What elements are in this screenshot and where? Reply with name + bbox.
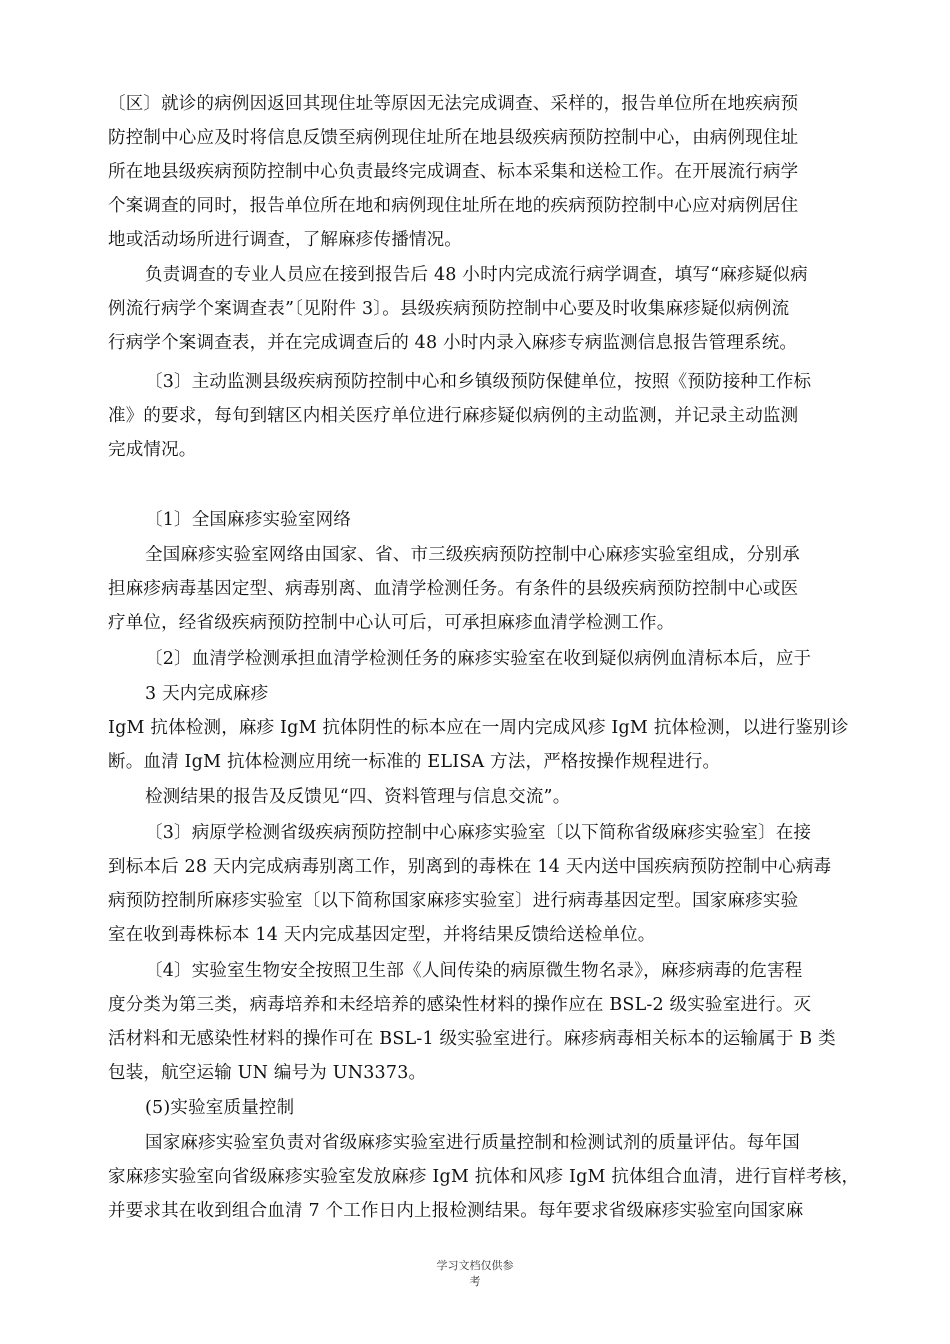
body-line: 检测结果的报告及反馈见“四、资料管理与信息交流”。 bbox=[145, 787, 571, 807]
body-line: 准》的要求，每旬到辖区内相关医疗单位进行麻疹疑似病例的主动监测，并记录主动监测 bbox=[108, 406, 799, 426]
body-line: 度分类为第三类，病毒培养和未经培养的感染性材料的操作应在 BSL-2 级实验室进行。灭 bbox=[108, 995, 812, 1015]
body-line: 例流行病学个案调查表”〔见附件 3〕。县级疾病预防控制中心要及时收集麻疹疑似病例流 bbox=[108, 299, 790, 319]
body-line: 所在地县级疾病预防控制中心负责最终完成调查、标本采集和送检工作。在开展流行病学 bbox=[108, 162, 799, 182]
body-line: 防控制中心应及时将信息反馈至病例现住址所在地县级疾病预防控制中心，由病例现住址 bbox=[108, 128, 799, 148]
body-line: 疗单位，经省级疾病预防控制中心认可后，可承担麻疹血清学检测工作。 bbox=[108, 613, 675, 633]
body-line: IgM 抗体检测，麻疹 IgM 抗体阴性的标本应在一周内完成风疹 IgM 抗体检测，以进行鉴别诊 bbox=[108, 718, 849, 738]
body-line: 行病学个案调查表，并在完成调查后的 48 小时内录入麻疹专病监测信息报告管理系统。 bbox=[108, 333, 798, 353]
body-line: 3 天内完成麻疹 bbox=[145, 684, 269, 704]
body-line: 〔3〕主动监测县级疾病预防控制中心和乡镇级预防保健单位，按照《预防接种工作标 bbox=[145, 372, 812, 392]
body-line: 家麻疹实验室向省级麻疹实验室发放麻疹 IgM 抗体和风疹 IgM 抗体组合血清，进行盲样考核， bbox=[108, 1167, 860, 1187]
body-line: 断。血清 IgM 抗体检测应用统一标准的 ELISA 方法，严格按操作规程进行。 bbox=[108, 752, 721, 772]
page-footer-line-1: 学习文档仅供参 bbox=[436, 1259, 514, 1272]
page-footer-line-2: 考 bbox=[469, 1275, 481, 1288]
body-line: 个案调查的同时，报告单位所在地和病例现住址所在地的疾病预防控制中心应对病例居住 bbox=[108, 196, 799, 216]
body-line: 到标本后 28 天内完成病毒别离工作，别离到的毒株在 14 天内送中国疾病预防控制中心病毒 bbox=[108, 857, 832, 877]
body-line: 并要求其在收到组合血清 7 个工作日内上报检测结果。每年要求省级麻疹实验室向国家麻 bbox=[108, 1201, 804, 1221]
body-line: 地或活动场所进行调查，了解麻疹传播情况。 bbox=[108, 230, 462, 250]
body-line: 病预防控制所麻疹实验室〔以下简称国家麻疹实验室〕进行病毒基因定型。国家麻疹实验 bbox=[108, 891, 799, 911]
body-line: 活材料和无感染性材料的操作可在 BSL-1 级实验室进行。麻疹病毒相关标本的运输属于 B 类 bbox=[108, 1029, 836, 1049]
section-heading: (5)实验室质量控制 bbox=[145, 1098, 295, 1118]
body-line: 负责调查的专业人员应在接到报告后 48 小时内完成流行病学调查，填写“麻疹疑似病 bbox=[145, 265, 808, 285]
section-heading: 〔1〕全国麻疹实验室网络 bbox=[145, 510, 352, 530]
body-line: 全国麻疹实验室网络由国家、省、市三级疾病预防控制中心麻疹实验室组成，分别承 bbox=[145, 545, 800, 565]
body-line: 〔4〕实验室生物安全按照卫生部《人间传染的病原微生物名录》，麻疹病毒的危害程 bbox=[145, 961, 803, 981]
body-line: 〔2〕血清学检测承担血清学检测任务的麻疹实验室在收到疑似病例血清标本后，应于 bbox=[145, 649, 812, 669]
body-line: 室在收到毒株标本 14 天内完成基因定型，并将结果反馈给送检单位。 bbox=[108, 925, 656, 945]
body-line: 包装，航空运输 UN 编号为 UN3373。 bbox=[108, 1063, 427, 1083]
body-line: 〔3〕病原学检测省级疾病预防控制中心麻疹实验室〔以下简称省级麻疹实验室〕在接 bbox=[145, 823, 812, 843]
body-line: 完成情况。 bbox=[108, 440, 197, 460]
body-line: 〔区〕就诊的病例因返回其现住址等原因无法完成调查、采样的，报告单位所在地疾病预 bbox=[108, 94, 799, 114]
body-line: 国家麻疹实验室负责对省级麻疹实验室进行质量控制和检测试剂的质量评估。每年国 bbox=[145, 1133, 800, 1153]
body-line: 担麻疹病毒基因定型、病毒别离、血清学检测任务。有条件的县级疾病预防控制中心或医 bbox=[108, 579, 799, 599]
